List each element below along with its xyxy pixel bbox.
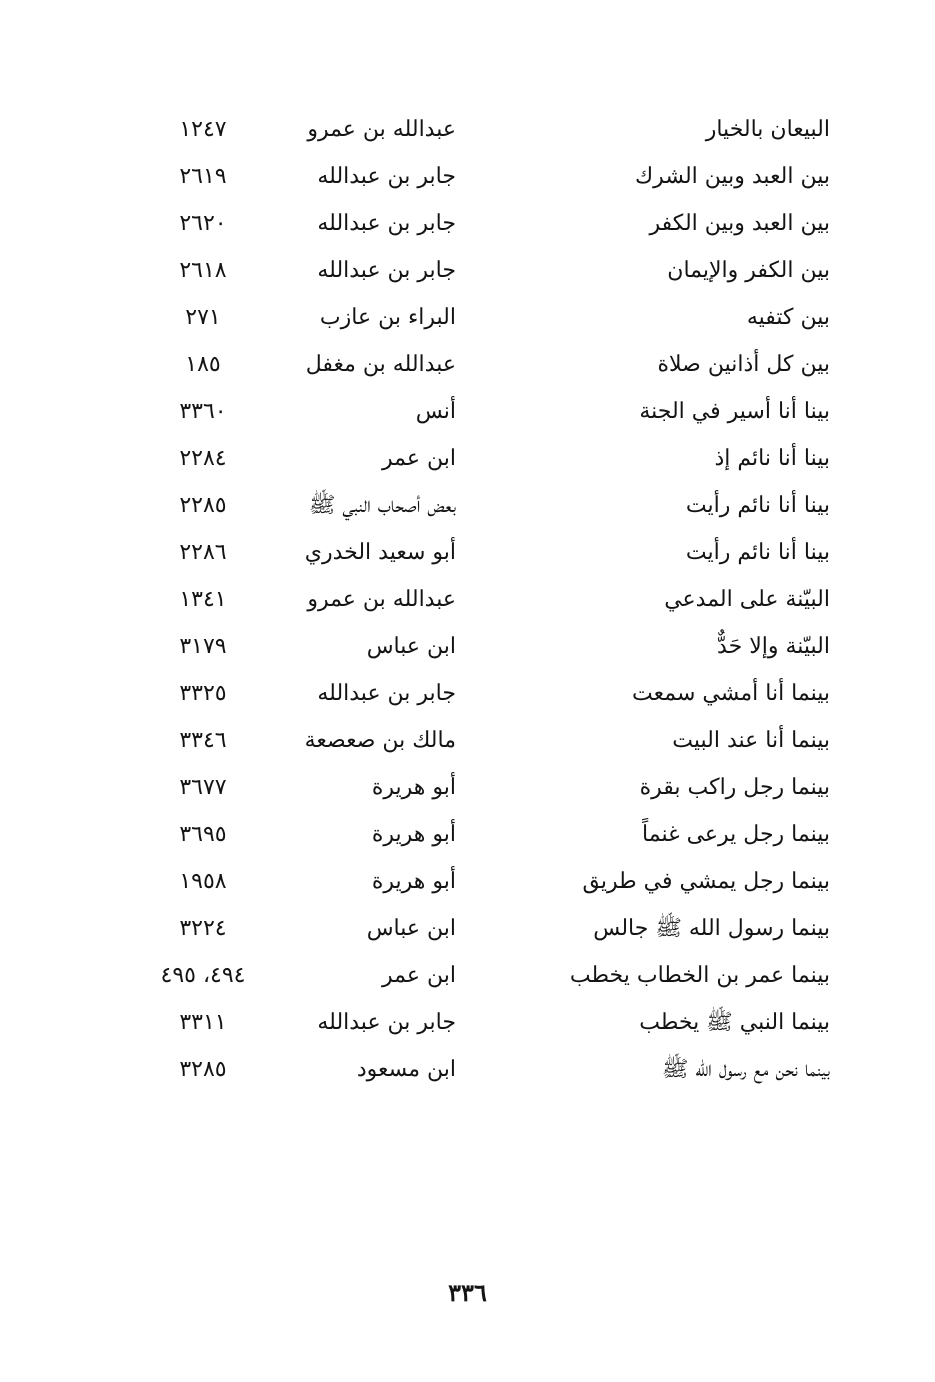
- hadith-number: ١٩٥٨: [179, 869, 227, 894]
- hadith-text: بينا أنا أسير في الجنة: [639, 399, 830, 424]
- hadith-text: البيّنة على المدعي: [664, 587, 830, 612]
- hadith-number: ٢٦٢٠: [179, 211, 227, 236]
- hadith-number: ٣٦٧٧: [179, 775, 227, 800]
- hadith-number: ٣٣٤٦: [179, 728, 227, 753]
- hadith-number: ٤٩٤، ٤٩٥: [160, 963, 246, 988]
- index-row: [150, 811, 830, 858]
- hadith-number: ٣٢٢٤: [179, 916, 227, 941]
- index-row: [150, 905, 830, 952]
- narrator-name: عبدالله بن عمرو: [307, 117, 456, 142]
- narrator-name: أبو سعيد الخدري: [304, 540, 456, 565]
- narrator-name: ابن عمر: [382, 446, 456, 471]
- narrator-name: جابر بن عبدالله: [317, 681, 456, 706]
- index-row: [150, 247, 830, 294]
- hadith-text: بينما نحن مع رسول الله ﷺ: [661, 1057, 830, 1082]
- hadith-text: بينما رجل راكب بقرة: [639, 775, 830, 800]
- hadith-text: بين العبد وبين الكفر: [649, 211, 830, 236]
- page-number: ٣٣٦: [448, 1278, 487, 1307]
- index-row: [150, 435, 830, 482]
- hadith-text: بينما رجل يمشي في طريق: [582, 869, 830, 894]
- hadith-text: بين العبد وبين الشرك: [635, 164, 830, 189]
- index-row: [150, 106, 830, 153]
- hadith-number: ٣٣٢٥: [179, 681, 227, 706]
- hadith-text: بين كل أذانين صلاة: [657, 352, 830, 377]
- hadith-text: بينما النبي ﷺ يخطب: [639, 1010, 830, 1035]
- index-row: [150, 1046, 830, 1093]
- index-row: [150, 294, 830, 341]
- hadith-number: ٢٢٨٦: [179, 540, 227, 565]
- index-row: [150, 529, 830, 576]
- narrator-name: ابن عباس: [366, 916, 456, 941]
- hadith-number: ١٨٥: [185, 352, 221, 377]
- hadith-text: البيعان بالخيار: [705, 117, 830, 142]
- narrator-name: عبدالله بن مغفل: [305, 352, 456, 377]
- index-row: [150, 153, 830, 200]
- hadith-number: ٣٣٦٠: [179, 399, 227, 424]
- narrator-name: جابر بن عبدالله: [317, 258, 456, 283]
- hadith-number: ٢٧١: [185, 305, 221, 330]
- hadith-number: ٢٦١٨: [179, 258, 227, 283]
- narrator-name: ابن عمر: [382, 963, 456, 988]
- index-row: [150, 764, 830, 811]
- hadith-number: ٢٦١٩: [179, 164, 227, 189]
- index-row: [150, 482, 830, 529]
- index-row: [150, 200, 830, 247]
- narrator-name: بعض أصحاب النبي ﷺ: [308, 493, 456, 518]
- hadith-number: ١٣٤١: [179, 587, 227, 612]
- index-row: [150, 999, 830, 1046]
- hadith-number: ٣٦٩٥: [179, 822, 227, 847]
- index-row: [150, 952, 830, 999]
- index-row: [150, 388, 830, 435]
- hadith-number: ١٢٤٧: [179, 117, 227, 142]
- hadith-text: البيّنة وإلا حَدٌّ: [717, 634, 830, 659]
- narrator-name: مالك بن صعصعة: [304, 728, 456, 753]
- hadith-number: ٣٣١١: [179, 1010, 227, 1035]
- hadith-text: بينما أنا أمشي سمعت: [632, 681, 830, 706]
- hadith-number: ٢٢٨٤: [179, 446, 227, 471]
- index-row: [150, 858, 830, 905]
- hadith-text: بينا أنا نائم رأيت: [685, 540, 830, 565]
- narrator-name: البراء بن عازب: [319, 305, 456, 330]
- hadith-text: بينا أنا نائم رأيت: [685, 493, 830, 518]
- hadith-number: ٣١٧٩: [179, 634, 227, 659]
- narrator-name: ابن عباس: [366, 634, 456, 659]
- narrator-name: جابر بن عبدالله: [317, 164, 456, 189]
- hadith-text: بين الكفر والإيمان: [667, 258, 830, 283]
- hadith-text: بينما رسول الله ﷺ جالس: [593, 916, 830, 941]
- hadith-text: بين كتفيه: [746, 305, 830, 330]
- hadith-index-table: [150, 106, 830, 1093]
- narrator-name: عبدالله بن عمرو: [307, 587, 456, 612]
- hadith-text: بينما أنا عند البيت: [672, 728, 830, 753]
- narrator-name: جابر بن عبدالله: [317, 1010, 456, 1035]
- index-row: [150, 670, 830, 717]
- narrator-name: جابر بن عبدالله: [317, 211, 456, 236]
- narrator-name: أبو هريرة: [371, 869, 456, 894]
- narrator-name: أبو هريرة: [371, 822, 456, 847]
- narrator-name: ابن مسعود: [356, 1057, 456, 1082]
- hadith-text: بينما عمر بن الخطاب يخطب: [569, 963, 830, 988]
- narrator-name: أنس: [415, 399, 456, 424]
- hadith-number: ٣٢٨٥: [179, 1057, 227, 1082]
- index-row: [150, 341, 830, 388]
- narrator-name: أبو هريرة: [371, 775, 456, 800]
- hadith-number: ٢٢٨٥: [179, 493, 227, 518]
- index-row: [150, 717, 830, 764]
- index-row: [150, 623, 830, 670]
- hadith-text: بينما رجل يرعى غنماً: [642, 822, 830, 847]
- hadith-text: بينا أنا نائم إذ: [714, 446, 830, 471]
- index-row: [150, 576, 830, 623]
